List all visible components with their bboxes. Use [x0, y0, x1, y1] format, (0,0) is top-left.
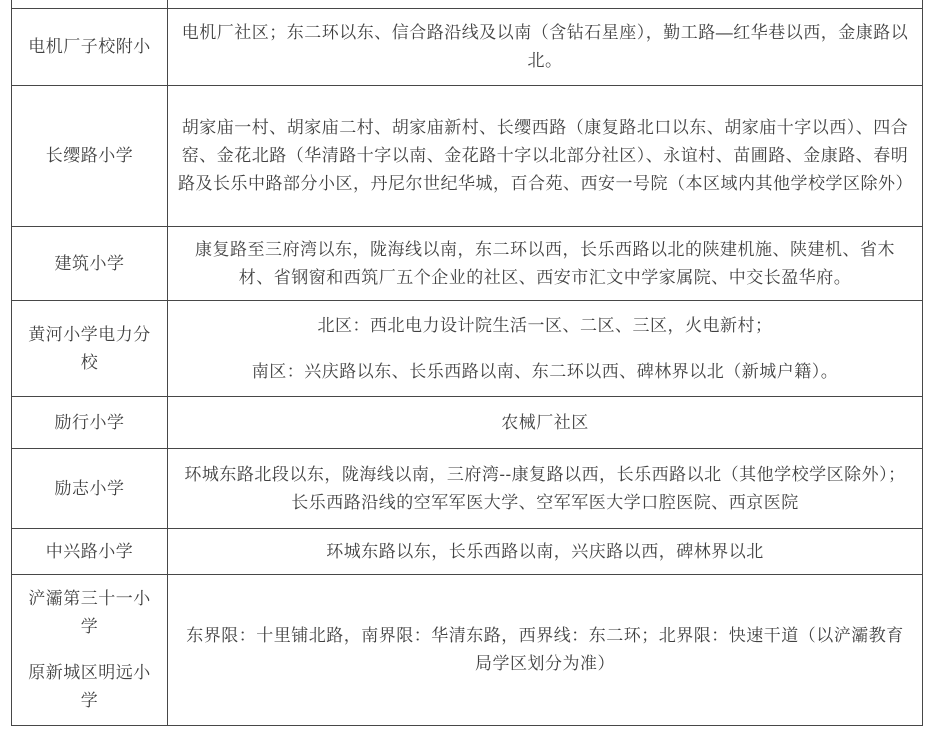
school-name: 电机厂子校附小	[28, 37, 151, 56]
table-row	[12, 86, 923, 227]
table-row	[12, 301, 923, 397]
school-name-cell	[12, 575, 168, 726]
school-name-cell	[12, 529, 168, 575]
table-row	[12, 397, 923, 449]
district-text: 农械厂社区	[501, 412, 589, 432]
district-cell	[168, 227, 923, 301]
school-name-current: 浐灞第三十一小学	[28, 589, 151, 636]
school-name-cell	[12, 449, 168, 529]
district-text: 电机厂社区；东二环以东、信合路沿线及以南（含钻石星座），勤工路—红华巷以西，金康路以北。	[181, 23, 909, 70]
school-name-cell	[12, 397, 168, 449]
district-cell	[168, 575, 923, 726]
school-name-cell	[12, 9, 168, 86]
school-name-cell	[12, 227, 168, 301]
district-text: 康复路至三府湾以东，陇海线以南，东二环以西，长乐西路以北的陕建机施、陕建机、省木材、省钢窗和西筑厂五个企业的社区、西安市汇文中学家属院、中交长盈华府。	[195, 239, 895, 287]
school-name: 中兴路小学	[45, 541, 134, 561]
table-row	[12, 449, 923, 529]
school-name-former: 原新城区明远小学	[28, 663, 151, 710]
school-name: 励行小学	[54, 412, 125, 432]
school-name: 建筑小学	[54, 253, 125, 273]
district-cell	[168, 529, 923, 575]
district-cell	[168, 397, 923, 449]
district-text: 环城东路以东，长乐西路以南，兴庆路以西，碑林界以北	[326, 541, 764, 561]
table-row	[12, 227, 923, 301]
district-cell	[168, 0, 923, 9]
district-cell	[168, 9, 923, 86]
school-name-cell	[12, 0, 168, 9]
district-text: 胡家庙一村、胡家庙二村、胡家庙新村、长缨西路（康复路北口以东、胡家庙十字以西）、四合窑、金花北路（华清路十字以南、金花路十字以北部分社区）、永谊村、苗圃路、金康路、春明路及长乐中路部分小区，丹尼尔世纪华城，百合苑、西安一号院（本区域内其他学校学区除外）	[178, 118, 913, 193]
school-name: 黄河小学电力分校	[28, 324, 151, 372]
district-text-north: 北区：西北电力设计院生活一区、二区、三区，火电新村；	[317, 315, 773, 335]
table-row	[12, 9, 923, 86]
school-district-table	[11, 0, 923, 726]
school-name-cell	[12, 301, 168, 397]
district-text: 东界限：十里铺北路，南界限：华清东路，西界线：东二环；北界限：快速干道（以浐灞教育局学区划分为准）	[186, 626, 904, 673]
school-name: 励志小学	[54, 478, 125, 498]
table-row	[12, 529, 923, 575]
school-name-cell	[12, 86, 168, 227]
district-cell	[168, 449, 923, 529]
district-text-south: 南区：兴庆路以东、长乐西路以南、东二环以西、碑林界以北（新城户籍）。	[251, 361, 839, 381]
district-text: 环城东路北段以东，陇海线以南，三府湾--康复路以西，长乐西路以北（其他学校学区除外）；长乐西路沿线的空军军医大学、空军军医大学口腔医院、西京医院	[184, 464, 906, 512]
district-cell	[168, 301, 923, 397]
table-row-partial	[12, 0, 923, 9]
table-row	[12, 575, 923, 726]
school-name: 长缨路小学	[45, 146, 134, 165]
district-cell	[168, 86, 923, 227]
